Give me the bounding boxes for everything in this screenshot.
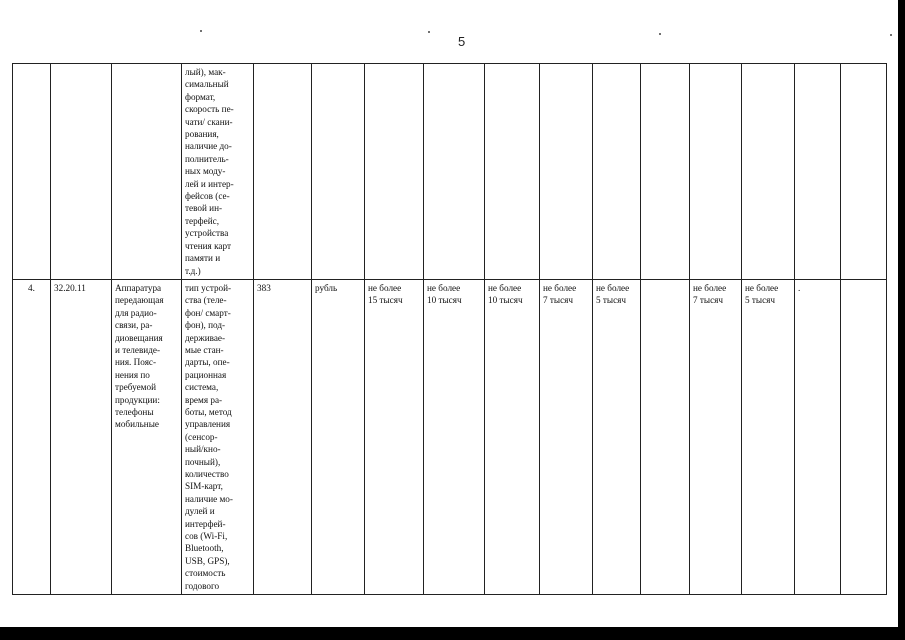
cell-value [424,64,485,280]
cell-code [51,64,112,280]
page-number: 5 [458,34,466,49]
cell-value: не более 10 тысяч [424,279,485,594]
cell-value [742,64,795,280]
cell-code: 32.20.11 [51,279,112,594]
cell-value: не более 5 тысяч [742,279,795,594]
cell-value [795,64,841,280]
cell-name: Аппаратура передающая для радио- связи, ра- диовещания и телевиде- ния. Пояс- нения по требуемой продукции: телефоны мобильные [112,279,182,594]
cell-unit [312,64,365,280]
requirements-table [12,63,887,595]
cell-value [841,64,887,280]
cell-value: не более 5 тысяч [593,279,641,594]
scan-border-bottom [0,627,905,640]
scan-speck [428,31,430,33]
cell-name [112,64,182,280]
cell-value [593,64,641,280]
cell-value: не более 7 тысяч [690,279,742,594]
cell-value: . [795,279,841,594]
continuation-row [13,64,887,280]
cell-number [13,64,51,280]
cell-characteristics: тип устрой- ства (теле- фон/ смарт- фон), под- держивае- мые стан- дарты, опе- рационная система, время ра- боты, метод управления (сенсор- ный/кно- почный), количество SIM-карт, наличие мо- дулей и интерфей- сов (Wi-Fi, Bluetooth, USB, GPS), стоимость годового [182,279,254,594]
scan-speck [890,34,892,36]
cell-number: 4. [13,279,51,594]
cell-value [540,64,593,280]
cell-value [690,64,742,280]
cell-characteristics: лый), мак- симальный формат, скорость пе- чати/ скани- рования, наличие до- полнитель- ных моду- лей и интер- фейсов (се- тевой ин- терфейс, устройства чтения карт памяти и т.д.) [182,64,254,280]
item-row-mobile-phones [13,279,887,594]
scan-border-right [898,0,905,640]
cell-value [641,64,690,280]
cell-value [485,64,540,280]
cell-value: не более 7 тысяч [540,279,593,594]
cell-okei: 383 [254,279,312,594]
cell-unit: рубль [312,279,365,594]
scan-speck [200,30,202,32]
cell-okei [254,64,312,280]
scan-speck [659,33,661,35]
cell-value [641,279,690,594]
cell-value: не более 10 тысяч [485,279,540,594]
cell-value [365,64,424,280]
cell-value: не более 15 тысяч [365,279,424,594]
cell-value [841,279,887,594]
